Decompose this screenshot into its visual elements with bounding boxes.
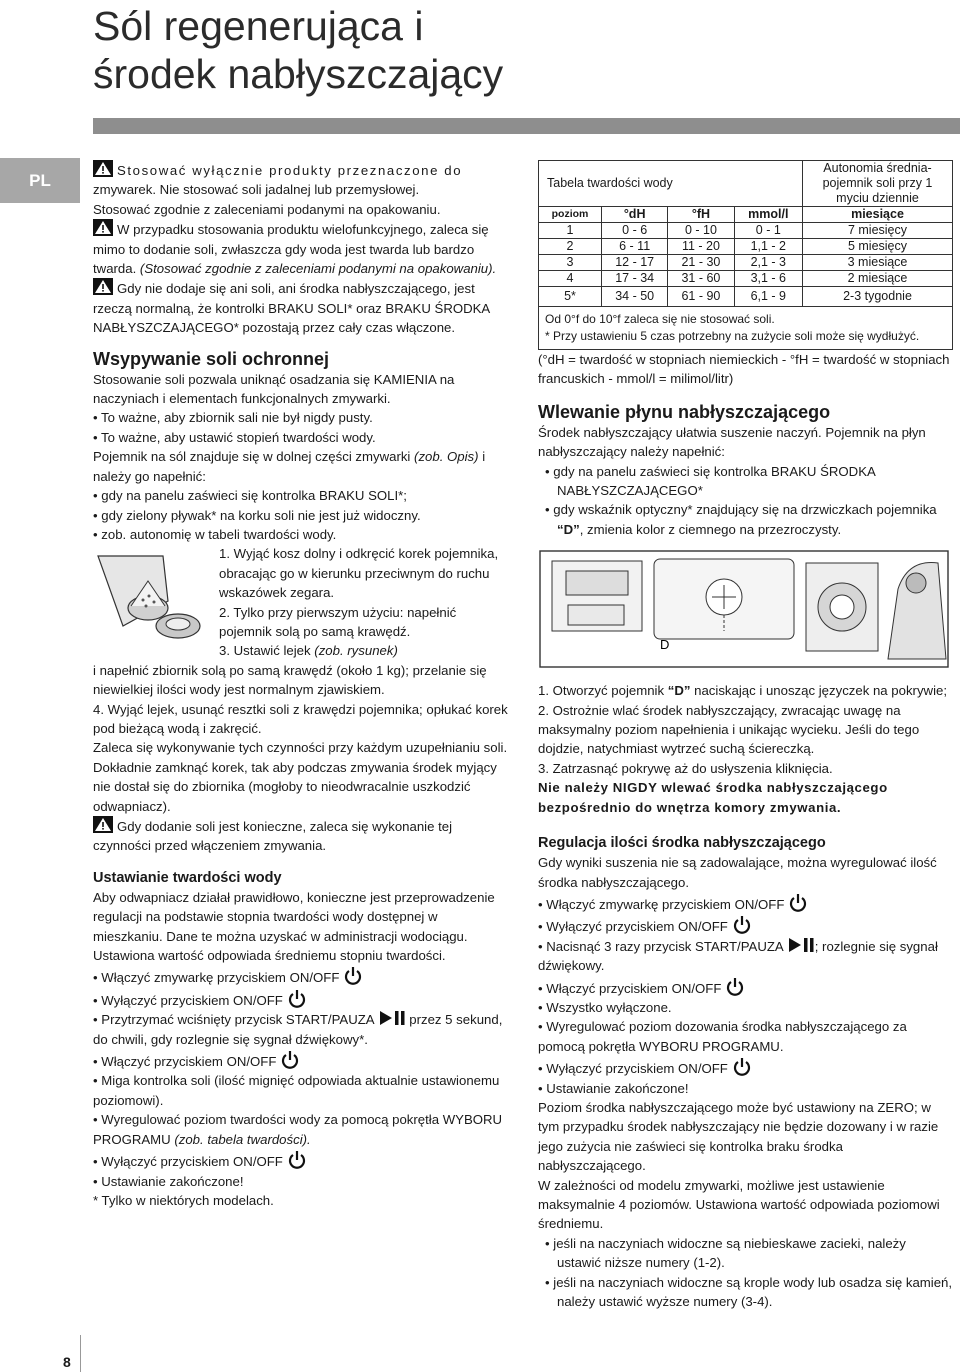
- regulation-level-low: • jeśli na naczyniach widoczne są niebieskawe zacieki, należy ustawić niższe numery (1-2).: [545, 1235, 906, 1271]
- table-cell: 6 - 11: [602, 239, 668, 255]
- rinse-bullet-2-text: • gdy wskaźnik optyczny* znajdujący się na drzwiczkach pojemnika: [545, 502, 937, 518]
- table-cell: 5*: [539, 287, 602, 307]
- salt-step-3-text: 3. Ustawić lejek: [219, 643, 311, 659]
- table-cell: 11 - 20: [668, 239, 734, 255]
- regulation-bullet-6: • Wyregulować poziom dozowania środka nabłyszczającego za pomocą pokrętła WYBORU PROGRAMU.: [538, 1019, 907, 1054]
- rinse-bullet-2-end: , zmienia kolor z ciemnego na przezroczysty.: [579, 521, 842, 537]
- regulation-level-high: • jeśli na naczyniach widoczne są krople wody lub osadza się kamień, należy ustawić wyższe numery (3-4).: [545, 1274, 953, 1310]
- table-header: miesiące: [803, 207, 953, 223]
- salt-step-3: [216, 641, 508, 660]
- salt-bullet-1: • To ważne, aby zbiornik sali nie był nigdy pusty.: [93, 410, 373, 426]
- salt-step-1: 1. Wyjąć kosz dolny i odkręcić korek pojemnika, obracając go w kierunku przeciwnym do ruchu wskazówek zegara.: [219, 546, 499, 601]
- salt-steps: [93, 544, 508, 699]
- warning-icon: [93, 278, 113, 295]
- hardness-bullet-1: [93, 965, 508, 987]
- hardness-table: [538, 160, 953, 350]
- table-note-2: * Przy ustawieniu 5 czas potrzebny na zużycie soli może się wydłużyć.: [545, 329, 920, 343]
- rinse-bullet-2-d: “D”: [557, 521, 580, 537]
- hardness-bullet-6-text: • Wyregulować poziom twardości wody za pomocą pokrętła WYBORU PROGRAMU: [93, 1112, 503, 1147]
- power-icon: [343, 965, 363, 987]
- hardness-bullet-1-text: • Włączyć zmywarkę przyciskiem ON/OFF: [93, 970, 340, 986]
- rinse-step-2: 2. Ostrożnie wlać środek nabłyszczający, zwracając uwagę na maksymalny poziom napełnienia i unikając wycieku. Jeśli do tego dojdzie, natychmiast wytrzeć suchą ściereczką.: [538, 702, 920, 757]
- play-pause-icon: [378, 1010, 406, 1026]
- table-cell: 1: [539, 223, 602, 239]
- table-cell: 1,1 - 2: [734, 239, 802, 255]
- rinse-step-1-text: 1. Otworzyć pojemnik: [538, 683, 665, 699]
- rinse-warning: Nie należy NIGDY wlewać środka nabłyszczającego bezpośrednio do wnętrza komory zmywania.: [538, 780, 888, 815]
- table-cell: 6,1 - 9: [734, 287, 802, 307]
- table-title: Tabela twardości wody: [539, 161, 803, 207]
- salt-step-4: 4. Wyjąć lejek, usunąć resztki soli z krawędzi pojemnika; opłukać korek pod bieżącą wodą i zakręcić.: [93, 701, 508, 736]
- right-column: [538, 160, 953, 1311]
- table-cell: 12 - 17: [602, 255, 668, 271]
- salt-heading: Wsypywanie soli ochronnej: [93, 348, 330, 369]
- table-header: mmol/l: [734, 207, 802, 223]
- table-row: [539, 239, 953, 255]
- table-cell: 2: [539, 239, 602, 255]
- hardness-bullet-3-text: • Przytrzymać wciśnięty przycisk START/PAUZA: [93, 1012, 375, 1028]
- warning-1-line-3: Stosować zgodnie z zaleceniami podanymi na opakowaniu.: [93, 201, 441, 217]
- table-header: poziom: [539, 207, 602, 223]
- table-cell: 7 miesięcy: [803, 223, 953, 239]
- hardness-bullet-4-text: • Włączyć przyciskiem ON/OFF: [93, 1054, 277, 1070]
- regulation-bullet-7-text: • Wyłączyć przyciskiem ON/OFF: [538, 1061, 728, 1077]
- rinse-aid-dispenser-illustration: [538, 549, 958, 669]
- table-cell: 34 - 50: [602, 287, 668, 307]
- power-icon: [280, 1049, 300, 1071]
- salt-recommendation: Zaleca się wykonywanie tych czynności przy każdym uzupełnianiu soli.: [93, 740, 508, 756]
- salt-bullet-4: • gdy zielony pływak* na korku soli nie jest już widoczny.: [93, 507, 421, 523]
- table-row: [539, 223, 953, 239]
- warning-4-text: Gdy dodanie soli jest konieczne, zaleca się wykonanie tej czynności przed włączeniem zmywania.: [93, 819, 453, 854]
- hardness-bullet-3: [93, 1010, 508, 1049]
- hardness-bullet-3-end: przez 5 sekund, do chwili, gdy rozlegnie się sygnał dźwiękowy*.: [93, 1012, 503, 1047]
- language-tab: PL: [0, 158, 80, 203]
- salt-bullet-2: • To ważne, aby ustawić stopień twardości wody.: [93, 429, 376, 445]
- footnote: * Tylko w niektórych modelach.: [93, 1192, 274, 1208]
- hardness-bullet-7-text: • Wyłączyć przyciskiem ON/OFF: [93, 1154, 283, 1170]
- regulation-bullet-2-text: • Wyłączyć przyciskiem ON/OFF: [538, 919, 728, 935]
- rinse-heading: Wlewanie płynu nabłyszczającego: [538, 401, 831, 422]
- salt-step-2: 2. Tylko przy pierwszym użyciu: napełnić pojemnik solą po samą krawędź.: [219, 604, 457, 639]
- units-explanation: (°dH = twardość w stopniach niemieckich - °fH = twardość w stopniach francuskich - mmol/l = milimol/litr): [538, 352, 950, 387]
- regulation-heading: Regulacja ilości środka nabłyszczającego: [538, 835, 826, 852]
- table-notes: [539, 307, 953, 350]
- warning-2-ref: (Stosować zgodnie z zaleceniami podanymi na opakowaniu).: [139, 261, 497, 277]
- table-cell: 4: [539, 271, 602, 287]
- table-cell: 21 - 30: [668, 255, 734, 271]
- warning-4: [93, 816, 508, 856]
- salt-location-ref: (zob. Opis): [414, 449, 479, 465]
- play-pause-icon: [787, 937, 815, 953]
- table-row: [539, 255, 953, 271]
- regulation-bullet-3: [538, 937, 953, 976]
- hardness-bullet-2: [93, 988, 508, 1010]
- regulation-bullet-4: [538, 976, 953, 998]
- rinse-step-1-end: naciskając i unosząc języczek na pokrywie;: [694, 683, 947, 699]
- table-cell: 3: [539, 255, 602, 271]
- regulation-intro: Gdy wyniki suszenia nie są zadowalające, można wyregulować ilość środka nabłyszczającego.: [538, 855, 937, 890]
- table-cell: 31 - 60: [668, 271, 734, 287]
- hardness-bullet-7: [93, 1149, 508, 1171]
- table-note-row: [539, 307, 953, 350]
- regulation-bullet-8: • Ustawianie zakończone!: [538, 1080, 689, 1096]
- table-cell: 5 miesięcy: [803, 239, 953, 255]
- salt-close-cap: Dokładnie zamknąć korek, tak aby podczas zmywania środek myjący nie dostał się do zbiornika (mogłoby to nieodwracalnie uszkodzić odwapniacz).: [93, 759, 497, 814]
- left-column: [93, 160, 508, 1210]
- regulation-bullet-3-end: ; rozlegnie się sygnał dźwiękowy.: [538, 938, 938, 974]
- regulation-bullet-3-text: • Nacisnąć 3 razy przycisk START/PAUZA: [538, 938, 784, 954]
- salt-steps-text: [216, 544, 508, 641]
- table-header: °dH: [602, 207, 668, 223]
- salt-location-end: i należy go napełnić:: [93, 449, 486, 484]
- table-cell: 0 - 10: [668, 223, 734, 239]
- table-header: °fH: [668, 207, 734, 223]
- hardness-intro: Aby odwapniacz działał prawidłowo, konieczne jest przeprowadzenie regulacji na podstawie stopnia twardości wody dostępnej w mieszkaniu. Dane te można uzyskać w administracji wodociągu. Ustawiona wartość odpowiada średniemu stopniu twardości.: [93, 889, 495, 964]
- hardness-bullet-5: • Miga kontrolka soli (ilość mignięć odpowiada aktualnie ustawionemu poziomowi).: [93, 1073, 500, 1108]
- table-cell: 3,1 - 6: [734, 271, 802, 287]
- power-icon: [725, 976, 745, 998]
- page-number: 8: [63, 1354, 71, 1370]
- regulation-bullet-1: [538, 892, 953, 914]
- dispenser-label: D: [660, 637, 670, 653]
- title-rule: [93, 118, 960, 134]
- hardness-bullet-6-ref: (zob. tabela twardości).: [174, 1131, 311, 1147]
- salt-step-3-cont: i napełnić zbiornik solą po samą krawędź (około 1 kg); przelanie się niewielkiej ilości wody jest normalnym zjawiskiem.: [93, 662, 487, 698]
- rinse-step-3: 3. Zatrzasnąć pokrywę aż do usłyszenia kliknięcia.: [538, 760, 833, 776]
- warning-1: [93, 160, 508, 219]
- warning-1-line-1: Stosować wyłącznie produkty przeznaczone do: [117, 163, 463, 178]
- salt-funnel-illustration: [93, 546, 211, 646]
- hardness-bullet-8: • Ustawianie zakończone!: [93, 1173, 244, 1189]
- table-cell: 0 - 1: [734, 223, 802, 239]
- title-line-1: Sól regenerująca i: [93, 3, 424, 49]
- warning-3-text: Gdy nie dodaje się ani soli, ani środka nabłyszczającego, jest rzeczą normalną, że kontrolki BRAKU SOLI* oraz BRAKU ŚRODKA NABŁYSZCZAJĄCEGO* pozostają przez cały czas włączone.: [93, 281, 490, 336]
- table-header-row: [539, 207, 953, 223]
- warning-icon: [93, 160, 113, 177]
- table-note-1: Od 0°f do 10°f zaleca się nie stosować soli.: [545, 312, 775, 326]
- rinse-bullet-2: [538, 500, 953, 539]
- table-cell: 61 - 90: [668, 287, 734, 307]
- table-row: [539, 271, 953, 287]
- table-cell: 2 miesiące: [803, 271, 953, 287]
- hardness-heading: Ustawianie twardości wody: [93, 869, 282, 886]
- hardness-bullet-6: [93, 1110, 508, 1149]
- salt-intro: Stosowanie soli pozwala uniknąć osadzania się KAMIENIA na naczyniach i elementach funkcjonalnych zmywarki.: [93, 371, 455, 407]
- rinse-step-1: [538, 681, 953, 700]
- table-cell: 2,1 - 3: [734, 255, 802, 271]
- warning-2: [93, 219, 508, 278]
- regulation-bullet-2: [538, 914, 953, 936]
- power-icon: [287, 988, 307, 1010]
- warning-1-line-2: zmywarek. Nie stosować soli jadalnej lub przemysłowej.: [93, 182, 420, 198]
- regulation-bullet-1-text: • Włączyć zmywarkę przyciskiem ON/OFF: [538, 896, 785, 912]
- hardness-bullet-2-text: • Wyłączyć przyciskiem ON/OFF: [93, 992, 283, 1008]
- salt-bullet-5: • zob. autonomię w tabeli twardości wody.: [93, 526, 337, 542]
- power-icon: [732, 1056, 752, 1078]
- power-icon: [788, 892, 808, 914]
- regulation-levels: W zależności od modelu zmywarki, możliwe jest ustawienie maksymalnie 4 poziomów. Ustawiona wartość odpowiada poziomowi średniemu.: [538, 1177, 940, 1232]
- table-cell: 17 - 34: [602, 271, 668, 287]
- power-icon: [287, 1149, 307, 1171]
- salt-location: [93, 447, 508, 486]
- regulation-bullet-5: • Wszystko wyłączone.: [538, 999, 672, 1015]
- rinse-step-1-d: “D”: [667, 683, 691, 699]
- regulation-bullet-4-text: • Włączyć przyciskiem ON/OFF: [538, 980, 722, 996]
- hardness-bullet-4: [93, 1049, 508, 1071]
- salt-bullet-3: • gdy na panelu zaświeci się kontrolka BRAKU SOLI*;: [93, 488, 407, 504]
- table-cell: 0 - 6: [602, 223, 668, 239]
- salt-step-3-ref: (zob. rysunek): [314, 643, 398, 659]
- table-cell: 2-3 tygodnie: [803, 287, 953, 307]
- rinse-intro: Środek nabłyszczający ułatwia suszenie naczyń. Pojemnik na płyn nabłyszczający należy napełnić:: [538, 424, 926, 460]
- title-line-2: środek nabłyszczający: [93, 51, 504, 97]
- table-autonomy-header: Autonomia średnia-pojemnik soli przy 1 myciu dziennie: [803, 161, 953, 207]
- regulation-zero-level: Poziom środka nabłyszczającego może być ustawiony na ZERO; w tym przypadku środek nabłyszczający nie będzie dozowany i w razie jego zużycia nie zaświeci się kontrolka braku środka nabłyszczającego.: [538, 1099, 939, 1174]
- warning-3: [93, 278, 508, 337]
- table-cell: 3 miesiące: [803, 255, 953, 271]
- warning-icon: [93, 219, 113, 236]
- warning-2-text: W przypadku stosowania produktu wielofunkcyjnego, zaleca się mimo to dodanie soli, zwłaszcza gdy woda jest twarda lub bardzo twarda.: [93, 222, 489, 277]
- page-title: [93, 2, 913, 98]
- table-title-row: [539, 161, 953, 207]
- regulation-bullet-7: [538, 1056, 953, 1078]
- rinse-bullet-1: • gdy na panelu zaświeci się kontrolka BRAKU ŚRODKA NABŁYSZCZAJĄCEGO*: [545, 463, 876, 499]
- table-row: [539, 287, 953, 307]
- power-icon: [732, 914, 752, 936]
- salt-location-text: Pojemnik na sól znajduje się w dolnej części zmywarki: [93, 449, 411, 465]
- warning-icon: [93, 816, 113, 833]
- page-number-rule: [80, 1335, 81, 1372]
